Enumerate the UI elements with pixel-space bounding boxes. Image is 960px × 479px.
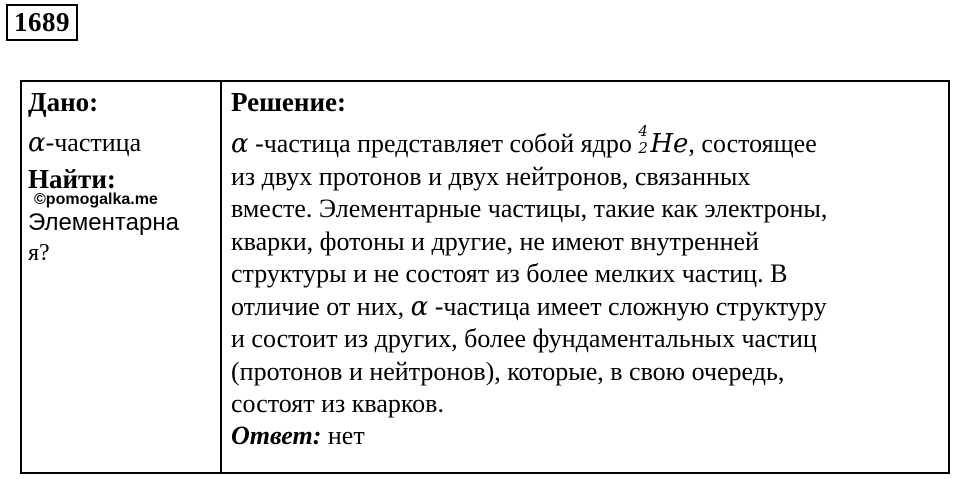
- alpha-symbol: α: [410, 291, 429, 322]
- given-column: [22, 82, 222, 472]
- solution-line-6: отличие от них, α -частица имеет сложную структуру: [231, 291, 827, 322]
- nuclide-charge-number: 2: [638, 139, 648, 157]
- solution-line-9: состоят из кварков.: [231, 389, 444, 418]
- nuclide-symbol: He: [650, 129, 689, 159]
- answer: [231, 421, 948, 451]
- solution-line-8: (протонов и нейтронов), которые, в свою очередь,: [231, 356, 785, 386]
- nuclide-mass-number: 4: [638, 122, 648, 140]
- given-heading: Дано:: [28, 87, 99, 117]
- given-item-text: -частица: [45, 128, 142, 157]
- find-item-part1: Элементарна: [28, 209, 179, 236]
- solution-text: [231, 122, 948, 421]
- helium-nuclide: [638, 122, 689, 161]
- solution-column: [222, 82, 948, 472]
- given-item: [28, 126, 220, 160]
- find-item-part2: я?: [28, 240, 50, 266]
- solution-line-2: из двух протонов и двух нейтронов, связанных: [231, 161, 751, 191]
- problem-table: [20, 80, 950, 474]
- solution-line-5: структуры и не состоят из более мелких частиц. В: [231, 259, 788, 288]
- solution-line-7: и состоит из других, более фундаментальных частиц: [231, 324, 817, 353]
- watermark: ©pomogalka.me: [34, 191, 158, 208]
- find-heading: Найти:: [28, 164, 116, 194]
- solution-line-4: кварки, фотоны и другие, не имеют внутренней: [231, 226, 759, 256]
- solution-line-3: вместе. Элементарные частицы, такие как электроны,: [231, 194, 828, 223]
- solution-heading: Решение:: [231, 87, 346, 117]
- problem-number: 1689: [6, 4, 78, 41]
- answer-value: нет: [321, 420, 365, 450]
- solution-line-1: α -частица представляет собой ядро 4 2 He, состоящее: [231, 122, 817, 159]
- alpha-symbol: α: [28, 128, 46, 158]
- find-item: [28, 208, 208, 268]
- answer-label: Ответ:: [231, 420, 322, 450]
- alpha-symbol: α: [231, 129, 249, 159]
